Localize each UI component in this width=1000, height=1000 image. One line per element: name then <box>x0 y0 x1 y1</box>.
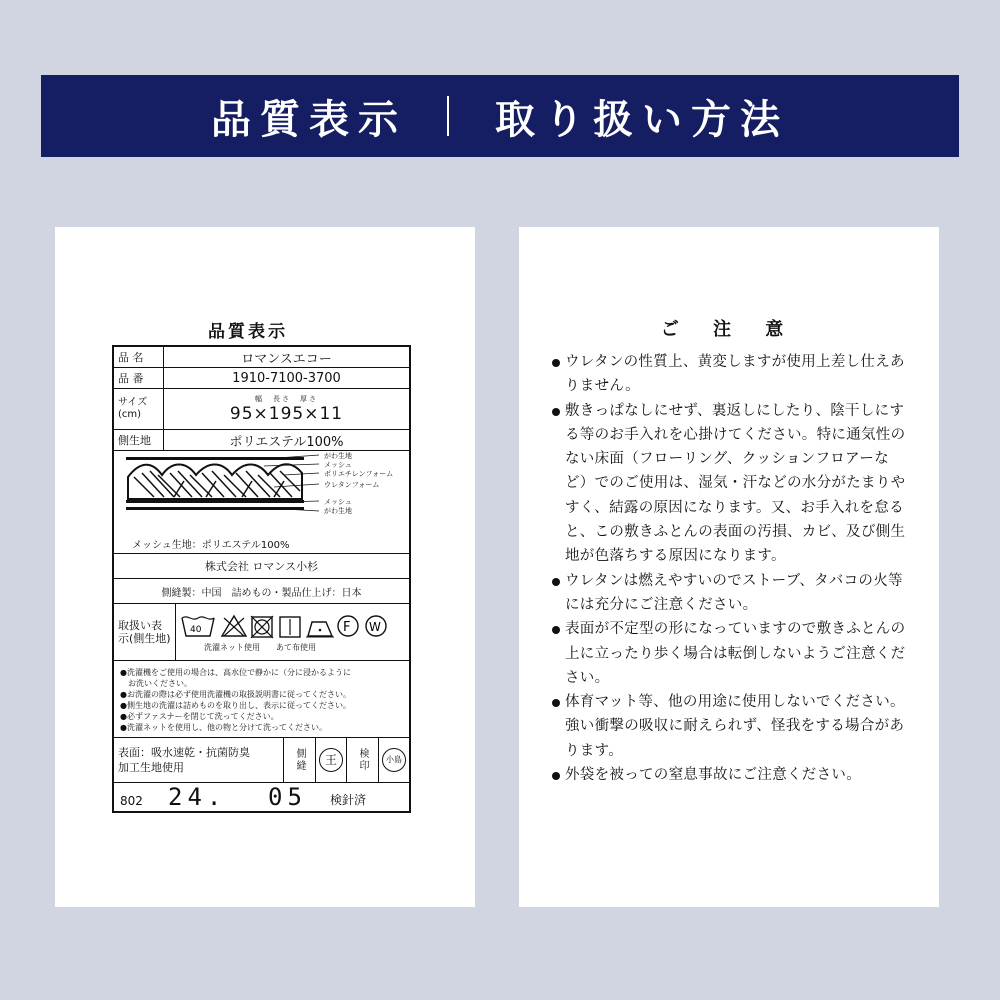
notice-text: 体育マット等、他の用途に使用しないでください。強い衝撃の吸収に耐えられず、怪我をする場合があります。 <box>565 694 905 759</box>
care-icons <box>176 604 409 660</box>
layer-label-2: メッシュ <box>324 461 352 469</box>
product-name-value: ロマンスエコー <box>241 351 332 367</box>
lot-month: 05 <box>268 783 307 811</box>
row-size <box>114 389 409 430</box>
washing-note: ●必ずファスナーを閉じて洗ってください。 <box>120 712 279 721</box>
care-symbols-row <box>114 604 409 661</box>
layer-label-4: ウレタンフォーム <box>324 481 380 489</box>
needle-check: 検針済 <box>330 793 367 807</box>
notice-item <box>551 690 906 763</box>
size-key <box>114 389 164 429</box>
product-name-key: 品 名 <box>114 347 164 367</box>
notice-item <box>551 617 906 690</box>
bullet-icon <box>552 408 560 416</box>
product-number-key: 品 番 <box>114 368 164 388</box>
row-product-name <box>114 347 409 368</box>
size-dimension-labels: 幅 長さ 厚さ <box>255 395 318 403</box>
layer-diagram-icon <box>114 451 406 535</box>
notice-text: 敷きっぱなしにせず、裏返しにしたり、陰干しにする等のお手入れを心掛けてください。特に通気性のない床面（フローリング、クッションフロアーなど）でのご使用は、湿気・汗などの水分がたまりやすく、結露の原因になります。又、お手入れを怠ると、この敷きふとんの表面の汚損、カビ、及び側生地が色落ちする原因になります。 <box>565 402 906 565</box>
banner-title-handling: 取り扱い方法 <box>495 96 789 143</box>
label-title: 品質表示 <box>208 322 288 342</box>
layer-label-5: メッシュ <box>324 498 352 506</box>
finish-row <box>114 738 409 783</box>
washing-note: ●洗濯機をご使用の場合は、高水位で静かに（分に浸かるように <box>120 668 351 677</box>
dry-clean-f: F <box>343 620 351 635</box>
origin-info: 側縫製：中国 詰めもの・製品仕上げ：日本 <box>114 579 409 604</box>
finish-text <box>114 738 284 782</box>
mesh-fabric-note: メッシュ生地：ポリエステル100% <box>132 540 290 551</box>
notice-item <box>551 399 906 569</box>
bullet-icon <box>552 626 560 634</box>
finish-line-2: 加工生地使用 <box>118 761 184 774</box>
quality-label-table <box>112 345 411 813</box>
layer-label-3: ポリエチレンフォーム <box>324 470 394 478</box>
notice-item <box>551 350 906 399</box>
care-note-cloth: あて布使用 <box>276 643 316 652</box>
layer-label-6: がわ生地 <box>324 507 352 515</box>
header-banner <box>41 75 959 157</box>
lot-prefix: 802 <box>120 794 143 808</box>
wet-clean-w: W <box>369 620 381 634</box>
bullet-icon <box>552 699 560 707</box>
quality-label-panel <box>55 227 475 907</box>
sewing-stamp-mark: 王 <box>319 748 343 772</box>
washing-note: ●お洗濯の際は必ず使用洗濯機の取扱説明書に従ってください。 <box>120 690 351 699</box>
care-note-net: 洗濯ネット使用 <box>204 643 260 652</box>
sewing-stamp <box>316 738 347 782</box>
notice-title: ご 注 意 <box>660 319 798 340</box>
layer-label-1: がわ生地 <box>324 452 352 460</box>
lot-year: 24. <box>168 783 227 811</box>
notice-item <box>551 763 906 787</box>
product-number-value: 1910-7100-3700 <box>232 370 341 386</box>
notice-item <box>551 569 906 618</box>
notice-text: ウレタンは燃えやすいのでストーブ、タバコの火等には充分にご注意ください。 <box>565 572 903 613</box>
banner-title-quality: 品質表示 <box>211 96 407 143</box>
side-fabric-value: ポリエステル100% <box>229 434 344 450</box>
care-symbols-icon <box>180 610 400 642</box>
washing-note: ●側生地の洗濯は詰めものを取り出し、表示に従ってください。 <box>120 701 351 710</box>
cross-section-diagram <box>114 451 409 554</box>
washing-note: ●洗濯ネットを使用し、他の物と分けて洗ってください。 <box>120 723 327 732</box>
inspection-label: 検印 <box>347 738 379 782</box>
row-product-number <box>114 368 409 389</box>
size-value-cell <box>164 389 409 429</box>
lot-row <box>114 783 409 811</box>
size-unit: (cm) <box>118 409 142 420</box>
inspection-stamp <box>379 738 409 782</box>
wash-temp: 40 <box>190 625 202 635</box>
bullet-icon <box>552 578 560 586</box>
inspection-stamp-mark: 小島 <box>382 748 406 772</box>
side-fabric-key: 側生地 <box>114 430 164 450</box>
sewing-label: 側縫 <box>284 738 316 782</box>
finish-line-1: 表面：吸水速乾・抗菌防臭 <box>118 746 250 759</box>
washing-notes <box>114 661 409 738</box>
notice-panel <box>519 227 939 907</box>
notice-text: 外袋を被っての窒息事故にご注意ください。 <box>565 767 861 784</box>
notice-text: 表面が不定型の形になっていますので敷きふとんの上に立ったり歩く場合は転倒しないようご注意ください。 <box>565 621 906 686</box>
washing-note: お洗いください。 <box>120 679 192 688</box>
bullet-icon <box>552 359 560 367</box>
row-side-fabric <box>114 430 409 451</box>
banner-separator <box>447 96 449 136</box>
bullet-icon <box>552 772 560 780</box>
size-value: 95×195×11 <box>229 404 344 424</box>
care-key: 取扱い表示(側生地) <box>114 604 176 660</box>
company-name: 株式会社 ロマンス小杉 <box>114 554 409 579</box>
size-key-label: サイズ <box>118 397 148 408</box>
notice-list <box>551 350 906 787</box>
notice-text: ウレタンの性質上、黄変しますが使用上差し仕えありません。 <box>565 354 905 395</box>
